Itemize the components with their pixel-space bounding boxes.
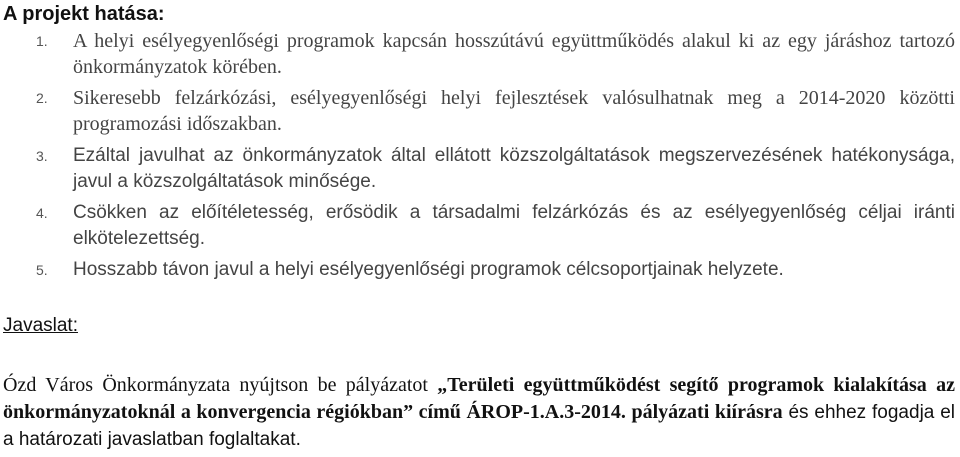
proposal-paragraph (3, 372, 955, 453)
list-item-text: Sikeresebb felzárkózási, esélyegyenlőségi helyi fejlesztések valósulhatnak meg a 2014-2020 közötti programozási időszakban. (73, 87, 955, 135)
proposal-title-bold: „Területi együttműködést segítő programok kialakítása az önkormányzatoknál a konvergencia régiókban” című ÁROP-1.A.3-2014. pályázati kiírásra (3, 374, 955, 423)
list-item-text: Hosszabb távon javul a helyi esélyegyenlőségi programok célcsoportjainak helyzete. (73, 259, 784, 280)
list-item (3, 85, 955, 137)
list-item-number: 1. (36, 33, 48, 49)
list-item (3, 257, 955, 283)
project-impact-heading: A projekt hatása: (3, 3, 165, 25)
list-item-number: 5. (36, 262, 48, 278)
list-item-text: Csökken az előítéletesség, erősödik a társadalmi felzárkózás és az esélyegyenlőség céljai iránti elkötelezettség. (73, 202, 955, 249)
list-item-number: 4. (36, 205, 48, 221)
proposal-intro: Ózd Város Önkormányzata nyújtson be pályázatot (3, 374, 438, 396)
proposal-heading: Javaslat: (3, 315, 78, 336)
list-item-text: A helyi esélyegyenlőségi programok kapcsán hosszútávú együttműködés alakul ki az egy járáshoz tartozó önkormányzatok körében. (73, 30, 955, 78)
list-item-text: Ezáltal javulhat az önkormányzatok által ellátott közszolgáltatások megszervezésének hatékonysága, javul a közszolgáltatások minősége. (73, 145, 955, 192)
list-item-number: 2. (36, 90, 48, 106)
list-item (3, 28, 955, 80)
list-item (3, 200, 955, 252)
list-item (3, 143, 955, 195)
impact-list (3, 28, 955, 288)
proposal-tail: és ehhez fogadja el a határozati javaslatban foglaltakat. (3, 402, 955, 450)
list-item-number: 3. (36, 148, 48, 164)
